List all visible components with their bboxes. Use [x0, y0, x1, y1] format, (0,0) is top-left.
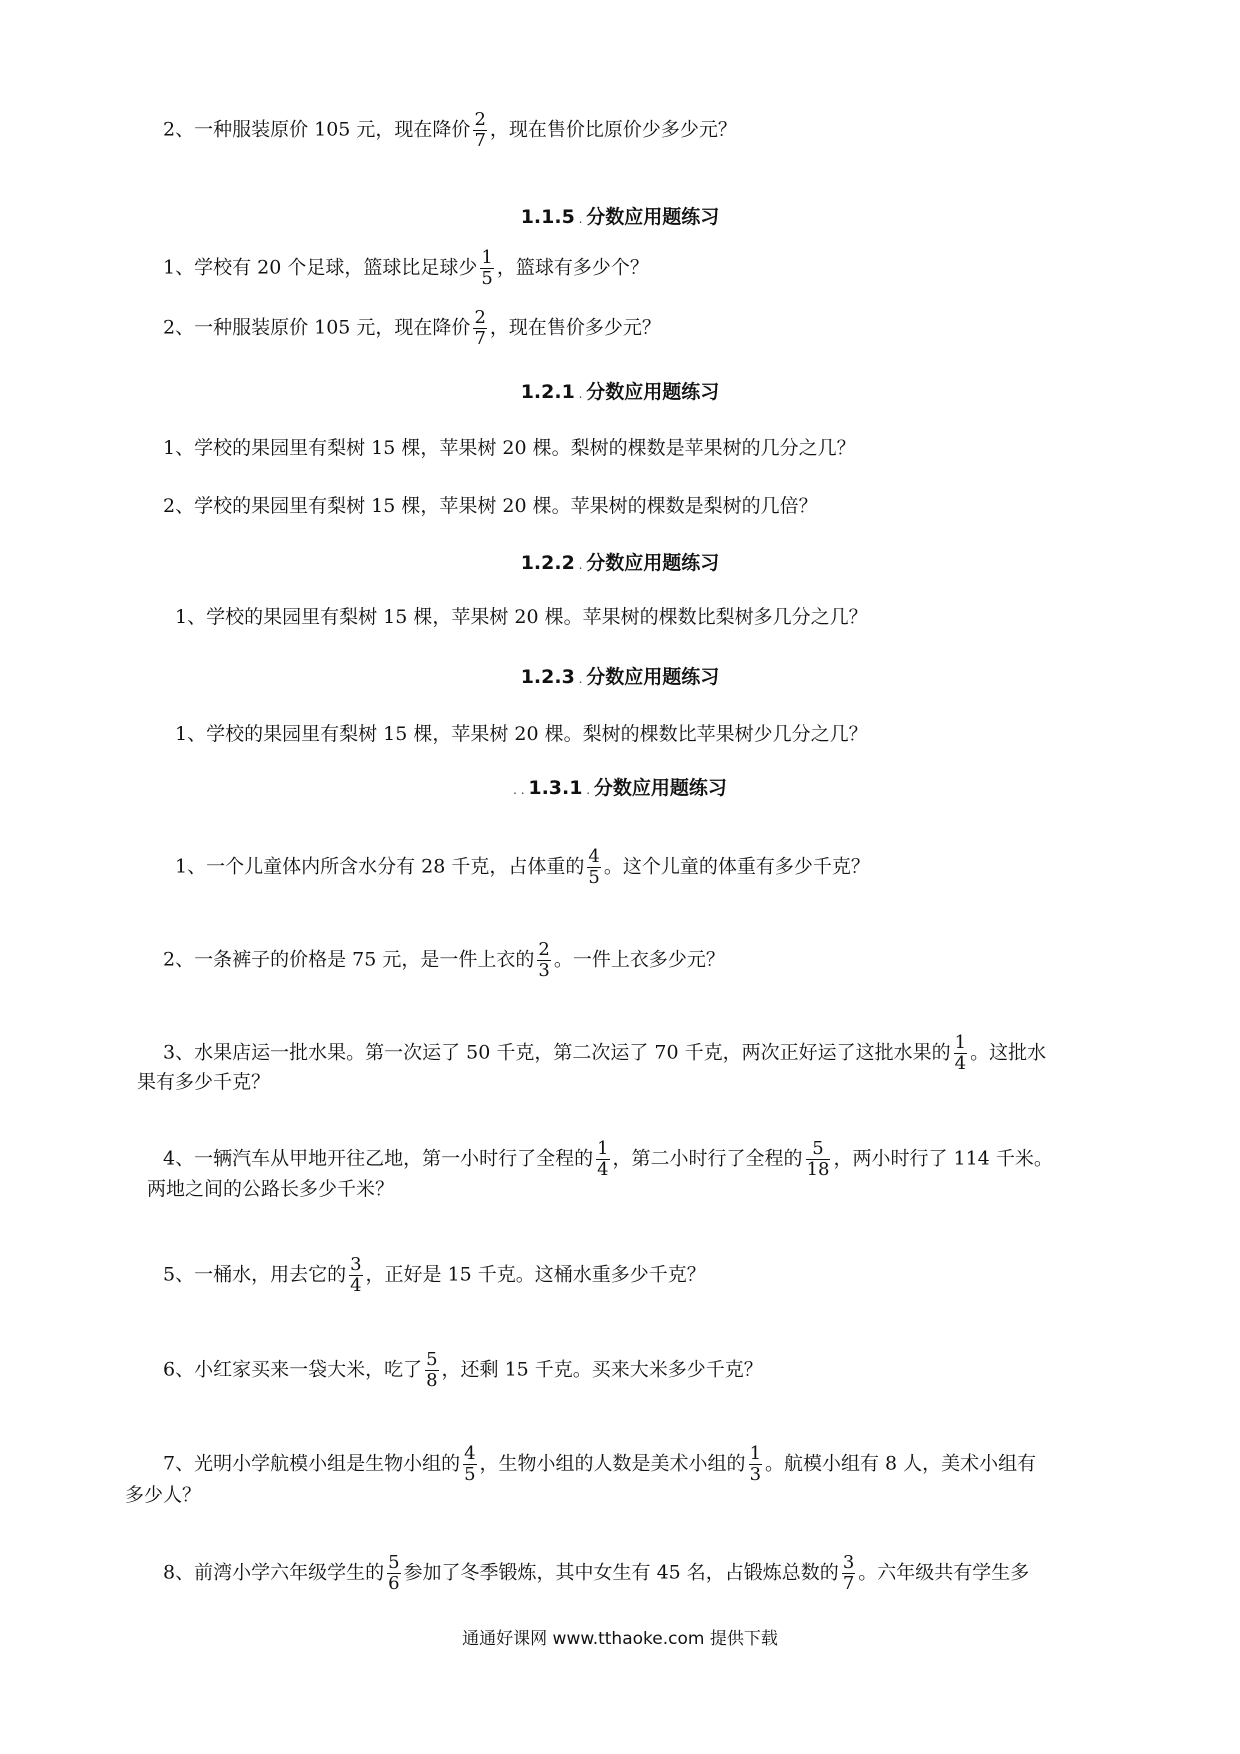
problem-text: 4、一辆汽车从甲地开往乙地，第一小时行了全程的	[163, 1147, 594, 1170]
fraction-denominator: 5	[464, 1464, 476, 1485]
problem-text: 8、前湾小学六年级学生的	[163, 1561, 385, 1584]
problem-text: 1、一个儿童体内所含水分有 28 千克，占体重的	[175, 855, 585, 878]
problem-text: 2、一种服装原价 105 元，现在降价	[163, 118, 471, 141]
problem-131-1	[175, 847, 870, 888]
fraction-denominator: 3	[538, 960, 550, 981]
fraction-numerator: 1	[597, 1138, 609, 1159]
problem-top-2	[163, 110, 737, 151]
fraction	[473, 308, 486, 349]
problem-text: ，现在售价多少元？	[489, 316, 661, 339]
problem-131-7	[163, 1444, 1036, 1485]
problem-text: 果有多少千克？	[137, 1071, 271, 1093]
section-heading-1-2-1: 1.2.1 . 分数应用题练习	[520, 381, 720, 403]
section-number: 1.3.1	[528, 777, 583, 799]
fraction-denominator: 7	[842, 1573, 855, 1594]
section-number: 1.2.1	[520, 381, 575, 403]
fraction-numerator: 2	[538, 939, 550, 960]
problem-131-6	[163, 1350, 763, 1391]
fraction	[596, 1139, 609, 1180]
fraction-denominator: 3	[749, 1464, 762, 1485]
fraction	[749, 1444, 762, 1485]
section-heading-1-2-2: 1.2.2 . 分数应用题练习	[520, 552, 720, 574]
section-heading-1-1-5: 1.1.5 . 分数应用题练习	[520, 206, 720, 228]
problem-text: 。航模小组有 8 人，美术小组有	[765, 1452, 1037, 1475]
fraction-numerator: 4	[588, 846, 600, 867]
fraction-numerator: 5	[426, 1349, 438, 1370]
problem-131-4-cont	[147, 1177, 394, 1201]
fraction-denominator: 18	[806, 1159, 830, 1180]
section-label: 分数应用题练习	[593, 777, 727, 799]
fraction-numerator: 1	[481, 247, 493, 268]
problem-131-3	[163, 1033, 1046, 1074]
section-number: 1.2.2	[520, 552, 575, 574]
fraction-denominator: 7	[474, 328, 486, 349]
fraction-denominator: 4	[350, 1275, 362, 1296]
page-footer: 通通好课网 www.tthaoke.com 提供下载	[462, 1629, 778, 1649]
fraction-denominator: 4	[954, 1053, 967, 1074]
problem-123-1	[175, 722, 868, 746]
problem-text: 2、一种服装原价 105 元，现在降价	[163, 316, 471, 339]
section-heading-1-3-1: . . 1.3.1 . 分数应用题练习	[513, 777, 727, 799]
problem-131-7-cont	[125, 1483, 201, 1507]
problem-text: 2、学校的果园里有梨树 15 棵，苹果树 20 棵。苹果树的棵数是梨树的几倍？	[163, 495, 818, 517]
section-heading-1-2-3: 1.2.3 . 分数应用题练习	[520, 666, 720, 688]
fraction	[806, 1139, 831, 1180]
problem-text: 两地之间的公路长多少千米？	[147, 1178, 395, 1200]
problem-115-2	[163, 308, 661, 349]
fraction-numerator: 3	[842, 1552, 855, 1573]
problem-text: 。这批水	[970, 1041, 1047, 1064]
fraction-denominator: 8	[426, 1370, 438, 1391]
problem-131-8	[163, 1553, 1029, 1594]
fraction	[349, 1255, 362, 1296]
fraction-denominator: 4	[597, 1159, 609, 1180]
problem-121-2	[163, 494, 818, 518]
problem-131-2	[163, 940, 725, 981]
problem-131-5	[163, 1255, 706, 1296]
problem-text: 1、学校的果园里有梨树 15 棵，苹果树 20 棵。梨树的棵数是苹果树的几分之几？	[163, 437, 856, 459]
fraction-numerator: 5	[388, 1552, 400, 1573]
problem-text: 。一件上衣多少元？	[553, 948, 725, 971]
section-number: 1.1.5	[520, 206, 575, 228]
problem-text: 多少人？	[125, 1484, 202, 1506]
fraction	[473, 110, 486, 151]
fraction	[537, 940, 550, 981]
fraction	[587, 847, 600, 888]
fraction	[842, 1553, 855, 1594]
problem-text: 1、学校的果园里有梨树 15 棵，苹果树 20 棵。梨树的棵数比苹果树少几分之几？	[175, 723, 868, 745]
section-label: 分数应用题练习	[586, 666, 720, 688]
problem-text: 7、光明小学航模小组是生物小组的	[163, 1452, 461, 1475]
fraction-numerator: 1	[749, 1443, 762, 1464]
fraction	[425, 1350, 438, 1391]
fraction	[480, 248, 493, 289]
problem-text: ，正好是 15 千克。这桶水重多少千克？	[365, 1263, 706, 1286]
problem-text: ，现在售价比原价少多少元？	[489, 118, 737, 141]
problem-text: 2、一条裤子的价格是 75 元，是一件上衣的	[163, 948, 535, 971]
fraction	[463, 1444, 476, 1485]
section-number: 1.2.3	[520, 666, 575, 688]
problem-text: ，第二小时行了全程的	[612, 1147, 803, 1170]
problem-text: 。这个儿童的体重有多少千克？	[603, 855, 870, 878]
fraction-numerator: 4	[464, 1443, 476, 1464]
section-label: 分数应用题练习	[586, 552, 720, 574]
problem-115-1	[163, 248, 649, 289]
problem-text: ，篮球有多少个？	[496, 256, 649, 279]
problem-131-4	[163, 1139, 1053, 1180]
problem-text: ，两小时行了 114 千米。	[833, 1147, 1053, 1170]
fraction-numerator: 1	[954, 1032, 967, 1053]
problem-text: 。六年级共有学生多	[858, 1561, 1030, 1584]
fraction-denominator: 6	[388, 1573, 400, 1594]
problem-text: 参加了冬季锻炼，其中女生有 45 名，占锻炼总数的	[403, 1561, 839, 1584]
fraction	[954, 1033, 967, 1074]
fraction-numerator: 2	[474, 307, 486, 328]
fraction-numerator: 5	[806, 1139, 831, 1160]
problem-text: 1、学校的果园里有梨树 15 棵，苹果树 20 棵。苹果树的棵数比梨树多几分之几？	[175, 606, 868, 628]
problem-text: ，还剩 15 千克。买来大米多少千克？	[441, 1358, 763, 1381]
problem-text: 3、水果店运一批水果。第一次运了 50 千克，第二次运了 70 千克，两次正好运了这批水果的	[163, 1041, 951, 1064]
problem-131-3-cont	[137, 1070, 270, 1094]
problem-text: ，生物小组的人数是美术小组的	[479, 1452, 746, 1475]
section-label: 分数应用题练习	[586, 206, 720, 228]
problem-text: 6、小红家买来一袋大米，吃了	[163, 1358, 423, 1381]
fraction-denominator: 7	[474, 130, 486, 151]
fraction	[387, 1553, 400, 1594]
problem-text: 5、一桶水，用去它的	[163, 1263, 347, 1286]
fraction-numerator: 3	[350, 1254, 362, 1275]
problem-122-1	[175, 605, 868, 629]
fraction-denominator: 5	[588, 867, 600, 888]
problem-text: 1、学校有 20 个足球，篮球比足球少	[163, 256, 478, 279]
problem-121-1	[163, 436, 856, 460]
section-label: 分数应用题练习	[586, 381, 720, 403]
fraction-numerator: 2	[474, 109, 486, 130]
fraction-denominator: 5	[481, 268, 493, 289]
